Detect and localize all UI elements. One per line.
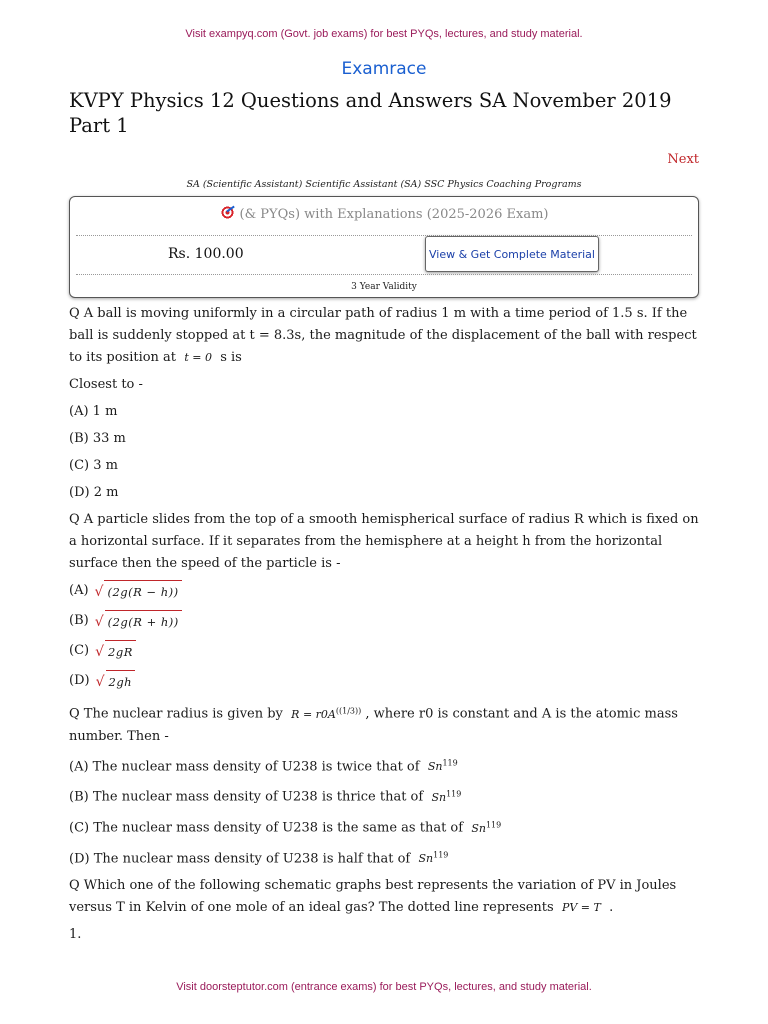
sqrt-expression: √ (2g(R − h)) (95, 580, 182, 603)
q3-option-a: (A) The nuclear mass density of U238 is twice that of Sn$^{119}$ (69, 758, 458, 775)
q2-option-a: (A) √ (2g(R − h)) (69, 580, 699, 602)
sqrt-expression: √ (2g(R + h)) (95, 610, 182, 633)
bottom-promo-banner[interactable]: Visit doorsteptutor.com (entrance exams) for best PYQs, lectures, and study material. (176, 981, 592, 993)
question-3: Q The nuclear radius is given by $R = r0A^{((1/3))}$ , where r0 is constant and A is the atomic mass number. Then - (69, 706, 678, 744)
next-link[interactable]: Next (667, 152, 699, 167)
q2-option-d: (D) √ 2gh (69, 670, 699, 692)
math-sn: Sn$^{119}$ (418, 850, 449, 866)
q3-option-c: (C) The nuclear mass density of U238 is the same as that of Sn$^{119}$ (69, 819, 502, 836)
q1-option-b: (B) 33 m (69, 431, 126, 446)
math-sn: Sn$^{119}$ (431, 789, 462, 804)
math-sn: Sn$^{119}$ (471, 819, 502, 835)
questions-content (69, 303, 699, 951)
q2-option-c: (C) √ 2gR (69, 640, 699, 662)
top-promo-banner[interactable]: Visit exampyq.com (Govt. job exams) for best PYQs, lectures, and study material. (185, 28, 583, 40)
question-4: Q Which one of the following schematic graphs best represents the variation of PV in Joules versus T in Kelvin of one mole of an ideal gas? The dotted line represents PV = T . (69, 878, 677, 916)
q3-option-b: (B) The nuclear mass density of U238 is thrice that of Sn$^{119}$ (69, 789, 462, 805)
page-title: KVPY Physics 12 Questions and Answers SA November 2019 Part 1 (69, 89, 672, 137)
math-pv-t: PV = T (561, 901, 601, 915)
q2-option-b: (B) √ (2g(R + h)) (69, 610, 699, 632)
card-divider (76, 274, 692, 275)
validity-note: 3 Year Validity (351, 282, 417, 292)
offer-heading (70, 205, 698, 222)
offer-price: Rs. 100.00 (168, 246, 244, 262)
q4-item-1: 1. (69, 927, 82, 943)
brand-link[interactable]: Examrace (341, 59, 427, 79)
question-1: Q A ball is moving uniformly in a circular path of radius 1 m with a time period of 1.5 s. If the ball is suddenly stopped at t = 8.3s, the magnitude of the displacement of the ball with respect to its position at t = 0 s is (69, 306, 697, 365)
q1-option-a: (A) 1 m (69, 404, 118, 419)
target-icon (220, 205, 235, 220)
sqrt-expression: √ 2gR (95, 640, 136, 663)
math-nuclear-radius: $R = r0A^{((1/3))}$ (291, 706, 362, 721)
q1-option-c: (C) 3 m (69, 458, 118, 473)
card-divider (76, 235, 692, 236)
question-2: Q A particle slides from the top of a smooth hemispherical surface of radius R which is fixed on a horizontal surface. If it separates from the hemisphere at a height h from the horizontal surface then the speed of the particle is - (69, 512, 699, 571)
q1-option-d: (D) 2 m (69, 485, 119, 500)
offer-heading-text: (& PYQs) with Explanations (2025-2026 Exam) (239, 207, 549, 222)
math-sn: Sn$^{119}$ (427, 758, 458, 774)
math-t-zero: t = 0 (184, 351, 212, 364)
offer-card (69, 196, 699, 298)
closest-to: Closest to - (69, 377, 143, 392)
q3-option-d: (D) The nuclear mass density of U238 is half that of Sn$^{119}$ (69, 850, 449, 867)
view-material-button[interactable]: View & Get Complete Material (425, 236, 599, 272)
course-subtitle: SA (Scientific Assistant) Scientific Assistant (SA) SSC Physics Coaching Programs (186, 179, 582, 190)
sqrt-expression: √ 2gh (96, 670, 136, 693)
